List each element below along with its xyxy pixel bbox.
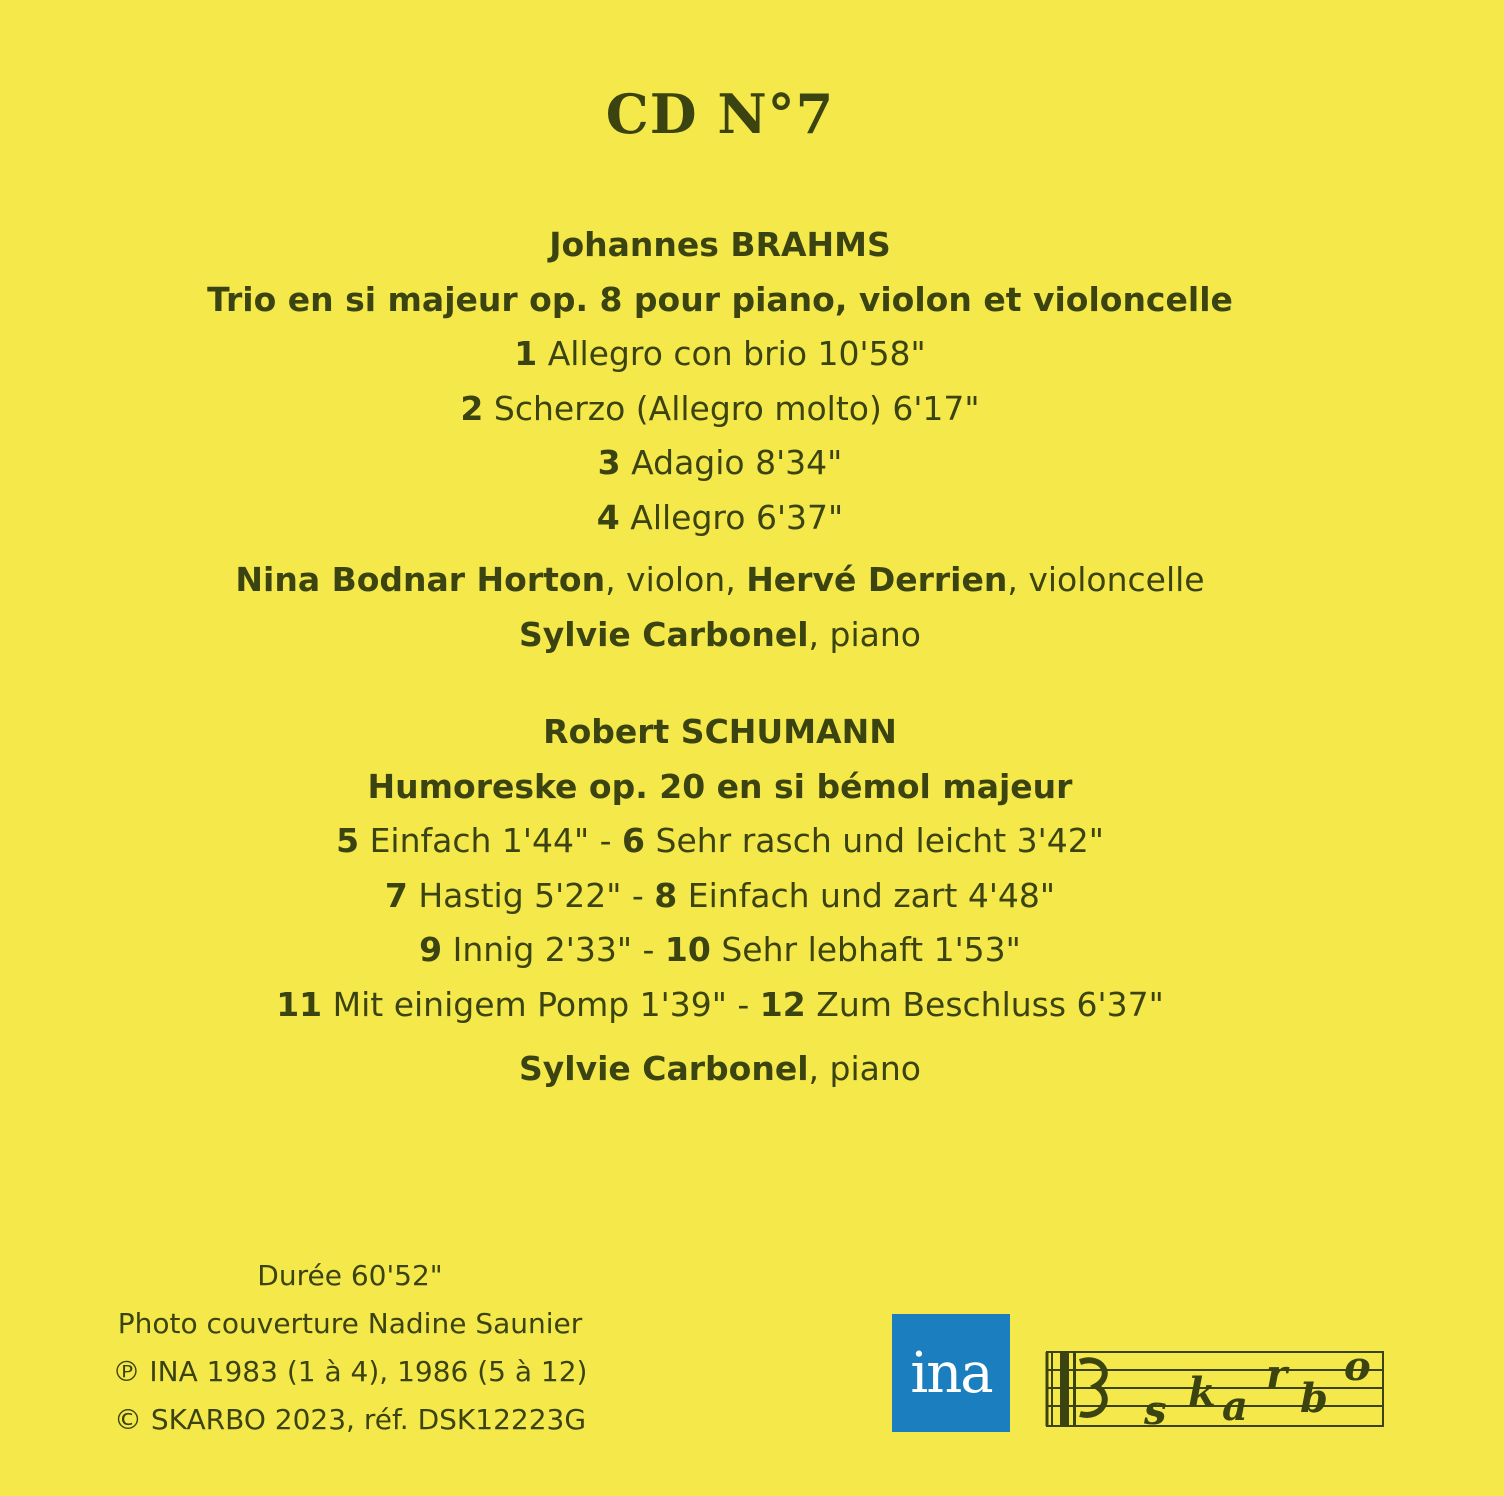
schumann-composer: Robert SCHUMANN	[543, 712, 897, 751]
track-pair-line	[0, 869, 1440, 924]
copyright-notice: © SKARBO 2023, réf. DSK12223G	[113, 1403, 587, 1436]
photo-credit: Photo couverture Nadine Saunier	[117, 1307, 583, 1340]
brahms-section	[0, 218, 1440, 662]
ina-logo-text: ina	[910, 1340, 992, 1406]
phonogram-notice: ℗ INA 1983 (1 à 4), 1986 (5 à 12)	[112, 1355, 588, 1388]
track-title: Sehr lebhaft 1'53"	[721, 930, 1021, 969]
performer-role: , piano	[808, 1049, 921, 1088]
track-title: Mit einigem Pomp 1'39"	[332, 984, 727, 1024]
track-title: Hastig 5'22"	[418, 875, 622, 915]
ina-logo	[892, 1314, 1010, 1432]
track-title: Einfach 1'44"	[369, 821, 590, 860]
track-title: Scherzo (Allegro molto) 6'17"	[493, 388, 980, 428]
skarbo-letter: b	[1300, 1375, 1328, 1422]
track-line	[0, 327, 1440, 382]
track-separator: -	[632, 930, 665, 969]
track-number: 11	[276, 984, 323, 1024]
credits-block	[60, 1252, 640, 1444]
performer-name: Sylvie Carbonel	[519, 1049, 809, 1088]
track-title: Adagio 8'34"	[631, 443, 843, 482]
track-number: 2	[460, 388, 484, 428]
schumann-work-title: Humoreske op. 20 en si bémol majeur	[367, 766, 1073, 806]
track-title: Allegro con brio 10'58"	[547, 334, 926, 373]
track-title: Innig 2'33"	[452, 930, 633, 969]
track-separator: -	[726, 984, 760, 1024]
performer-name: Nina Bodnar Horton	[235, 560, 606, 599]
skarbo-letter: r	[1266, 1351, 1288, 1398]
track-title: Einfach und zart 4'48"	[687, 875, 1056, 915]
track-title: Sehr rasch und leicht 3'42"	[655, 821, 1104, 860]
track-title: Zum Beschluss 6'37"	[816, 984, 1164, 1024]
track-number: 9	[419, 930, 443, 969]
performer-role: , piano	[808, 614, 921, 654]
cd-number-title: CD N°7	[605, 82, 835, 146]
skarbo-letter: a	[1222, 1383, 1248, 1430]
track-number: 3	[597, 443, 621, 482]
track-line	[0, 382, 1440, 437]
track-separator: -	[621, 875, 655, 915]
track-number: 12	[759, 984, 806, 1024]
brahms-work-title: Trio en si majeur op. 8 pour piano, violon et violoncelle	[207, 279, 1233, 319]
brahms-performers-line-2	[0, 608, 1440, 663]
skarbo-letter: k	[1188, 1369, 1216, 1416]
track-line	[0, 491, 1440, 546]
performer-name: Hervé Derrien	[746, 560, 1008, 599]
skarbo-letter: s	[1144, 1387, 1167, 1434]
track-title: Allegro 6'37"	[630, 497, 844, 537]
track-number: 10	[664, 930, 711, 969]
track-separator: -	[589, 821, 623, 860]
duration-text: Durée 60'52"	[257, 1259, 443, 1292]
performer-role: , violoncelle	[1007, 560, 1205, 599]
track-number: 7	[384, 875, 408, 915]
track-pair-line	[0, 978, 1440, 1033]
skarbo-logo	[1044, 1346, 1386, 1434]
schumann-section	[0, 705, 1440, 1097]
track-number: 5	[336, 821, 360, 860]
track-pair-line	[0, 923, 1440, 978]
track-number: 4	[596, 497, 620, 537]
schumann-performer	[0, 1042, 1440, 1097]
track-number: 8	[654, 875, 678, 915]
brahms-performers-line-1	[0, 553, 1440, 608]
track-pair-line	[0, 814, 1440, 869]
brahms-composer: Johannes BRAHMS	[549, 225, 891, 264]
skarbo-letter: o	[1344, 1346, 1371, 1390]
performer-name: Sylvie Carbonel	[519, 614, 809, 654]
track-line	[0, 436, 1440, 491]
track-number: 1	[514, 334, 538, 373]
track-number: 6	[622, 821, 645, 860]
performer-role: , violon,	[605, 560, 747, 599]
